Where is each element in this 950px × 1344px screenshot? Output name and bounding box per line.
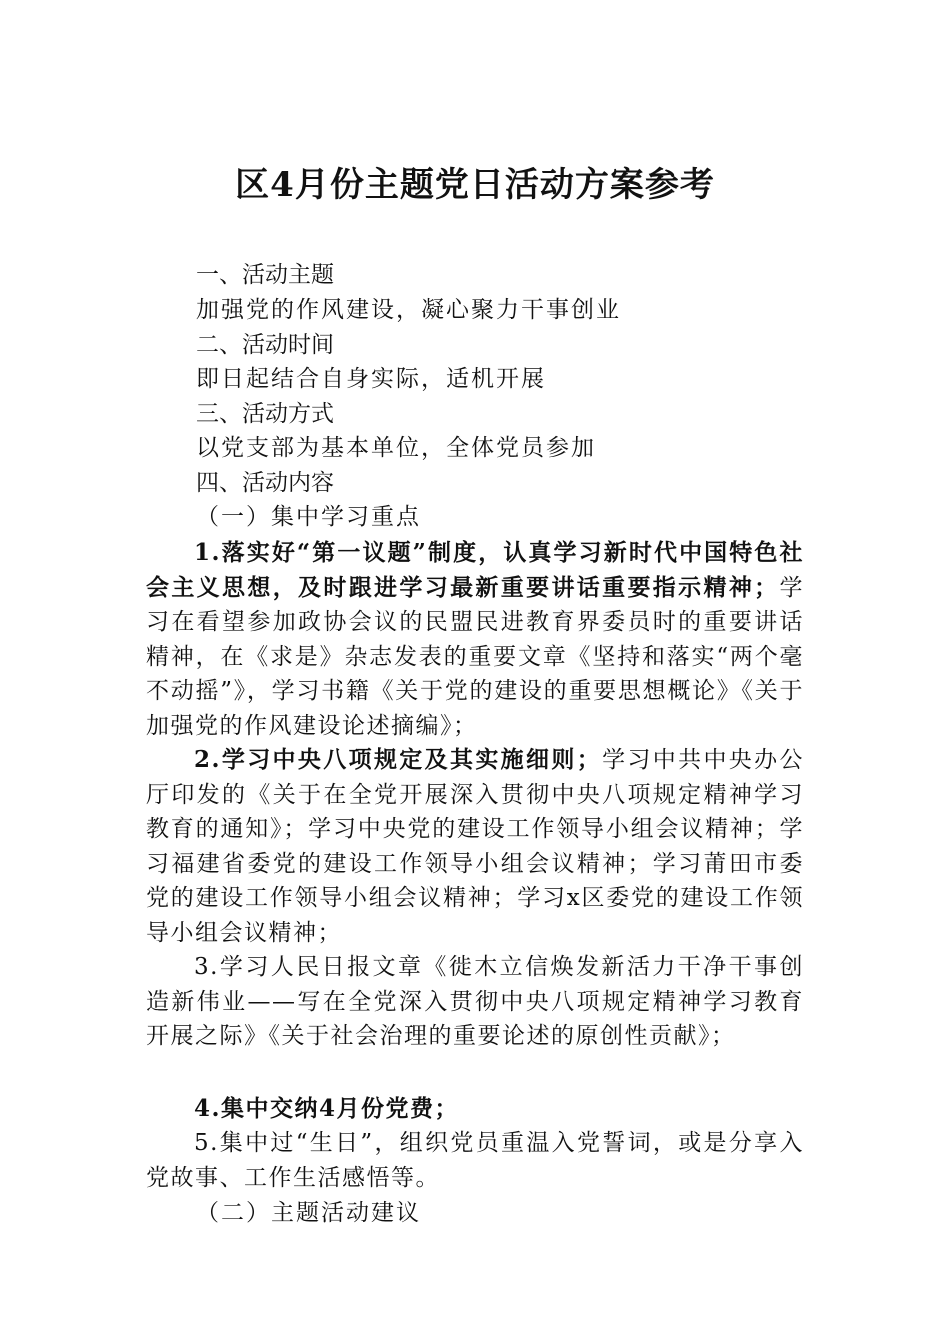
section-body-method: 以党支部为基本单位，全体党员参加 [196,435,596,461]
subheading-study-focus: （一）集中学习重点 [196,504,421,530]
section-heading-theme: 一、活动主题 [196,262,334,288]
section-heading-method: 三、活动方式 [196,401,334,427]
item-1-bold: 1.落实好“第一议题”制度，认真学习新时代中国特色社会主义思想，及时跟进学习最新重要讲话重要指示精神； [146,539,804,601]
content-item-2 [146,743,804,950]
item-4-bold: 4.集中交纳4月份党费； [194,1095,460,1122]
section-body-time: 即日起结合自身实际，适机开展 [196,366,546,392]
subheading-activity-suggestions: （二）主题活动建议 [196,1200,421,1226]
content-item-3 [146,950,804,1054]
item-3-text: 3.学习人民日报文章《徙木立信焕发新活力干净干事创造新伟业——写在全党深入贯彻中央八项规定精神学习教育开展之际》《关于社会治理的重要论述的原创性贡献》； [146,954,804,1049]
section-body-theme: 加强党的作风建设，凝心聚力干事创业 [196,297,621,323]
item-1-text: 学习在看望参加政协会议的民盟民进教育界委员时的重要讲话精神，在《求是》杂志发表的重要文章《坚持和落实“两个毫不动摇”》，学习书籍《关于党的建设的重要思想概论》《关于加强党的作风建设论述摘编》； [146,574,805,739]
item-2-text: 学习中共中央办公厅印发的《关于在全党开展深入贯彻中央八项规定精神学习教育的通知》；学习中央党的建设工作领导小组会议精神；学习福建省委党的建设工作领导小组会议精神；学习莆田市委党的建设工作领导小组会议精神；学习x区委党的建设工作领导小组会议精神； [146,747,804,946]
item-2-bold: 2.学习中央八项规定及其实施细则； [194,746,602,773]
item-5-text: 5.集中过“生日”，组织党员重温入党誓词，或是分享入党故事、工作生活感悟等。 [146,1130,804,1191]
page-title: 区4月份主题党日活动方案参考 [235,165,715,205]
section-heading-content: 四、活动内容 [196,470,334,496]
section-heading-time: 二、活动时间 [196,332,334,358]
content-item-5 [146,1126,804,1195]
content-item-4 [146,1092,804,1127]
content-item-1 [146,536,804,743]
